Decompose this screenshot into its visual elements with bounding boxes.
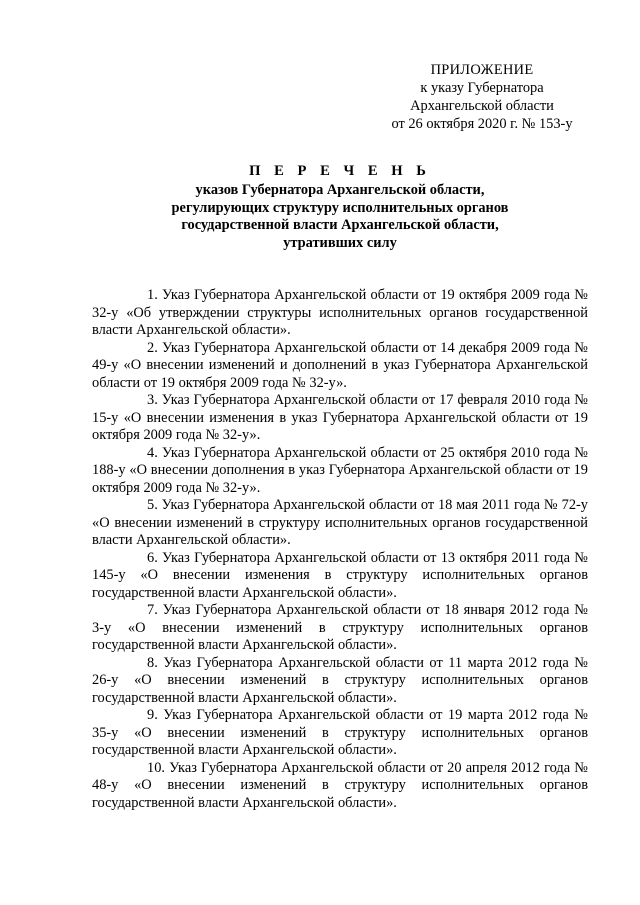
heading-line: государственной власти Архангельской области, [181, 217, 499, 233]
appendix-line: к указу Губернатора [420, 80, 544, 96]
appendix-block [372, 61, 592, 133]
appendix-line: от 26 октября 2020 г. № 153-у [391, 116, 573, 132]
list-item: 5. Указ Губернатора Архангельской области от 18 мая 2011 года № 72-у «О внесении изменений в структуру исполнительных органов государственной власти Архангельской области». [92, 497, 588, 548]
list-item: 6. Указ Губернатора Архангельской области от 13 октября 2011 года № 145-у «О внесении изменения в структуру исполнительных органов государственной власти Архангельской области». [92, 549, 588, 601]
list-item: 3. Указ Губернатора Архангельской области от 17 февраля 2010 года № 15-у «О внесении изменения в указ Губернатора Архангельской области от 19 октября 2009 года № 32-у». [92, 392, 588, 443]
heading-line: утративших силу [283, 234, 397, 251]
list-item: 8. Указ Губернатора Архангельской области от 11 марта 2012 года № 26-у «О внесении изменений в структуру исполнительных органов государственной власти Архангельской области». [92, 654, 588, 706]
list-item: 7. Указ Губернатора Архангельской области от 18 января 2012 года № 3-у «О внесении изменений в структуру исполнительных органов государственной власти Архангельской области». [92, 602, 588, 653]
list-item: 10. Указ Губернатора Архангельской области от 20 апреля 2012 года № 48-у «О внесении изменений в структуру исполнительных органов государственной власти Архангельской области». [92, 759, 588, 811]
heading-line: регулирующих структуру исполнительных органов [171, 199, 509, 216]
list-item: 2. Указ Губернатора Архангельской области от 14 декабря 2009 года № 49-у «О внесении изменений и дополнений в указ Губернатора Архангельской области от 19 октября 2009 года № 32-у». [92, 339, 588, 391]
list-item: 9. Указ Губернатора Архангельской области от 19 марта 2012 года № 35-у «О внесении изменений в структуру исполнительных органов государственной власти Архангельской области». [92, 707, 588, 758]
heading-title: П Е Р Е Ч Е Н Ь [249, 163, 431, 179]
list-item: 1. Указ Губернатора Архангельской области от 19 октября 2009 года № 32-у «Об утверждении структуры исполнительных органов государственной власти Архангельской области». [92, 287, 588, 338]
appendix-line: Архангельской области [410, 98, 554, 114]
heading-line: указов Губернатора Архангельской области, [195, 182, 485, 198]
list-item: 4. Указ Губернатора Архангельской области от 25 октября 2010 года № 188-у «О внесении дополнения в указ Губернатора Архангельской области от 19 октября 2009 года № 32-у». [92, 444, 588, 496]
decree-list [92, 287, 588, 812]
document-heading [92, 161, 588, 252]
appendix-title: ПРИЛОЖЕНИЕ [430, 62, 534, 78]
